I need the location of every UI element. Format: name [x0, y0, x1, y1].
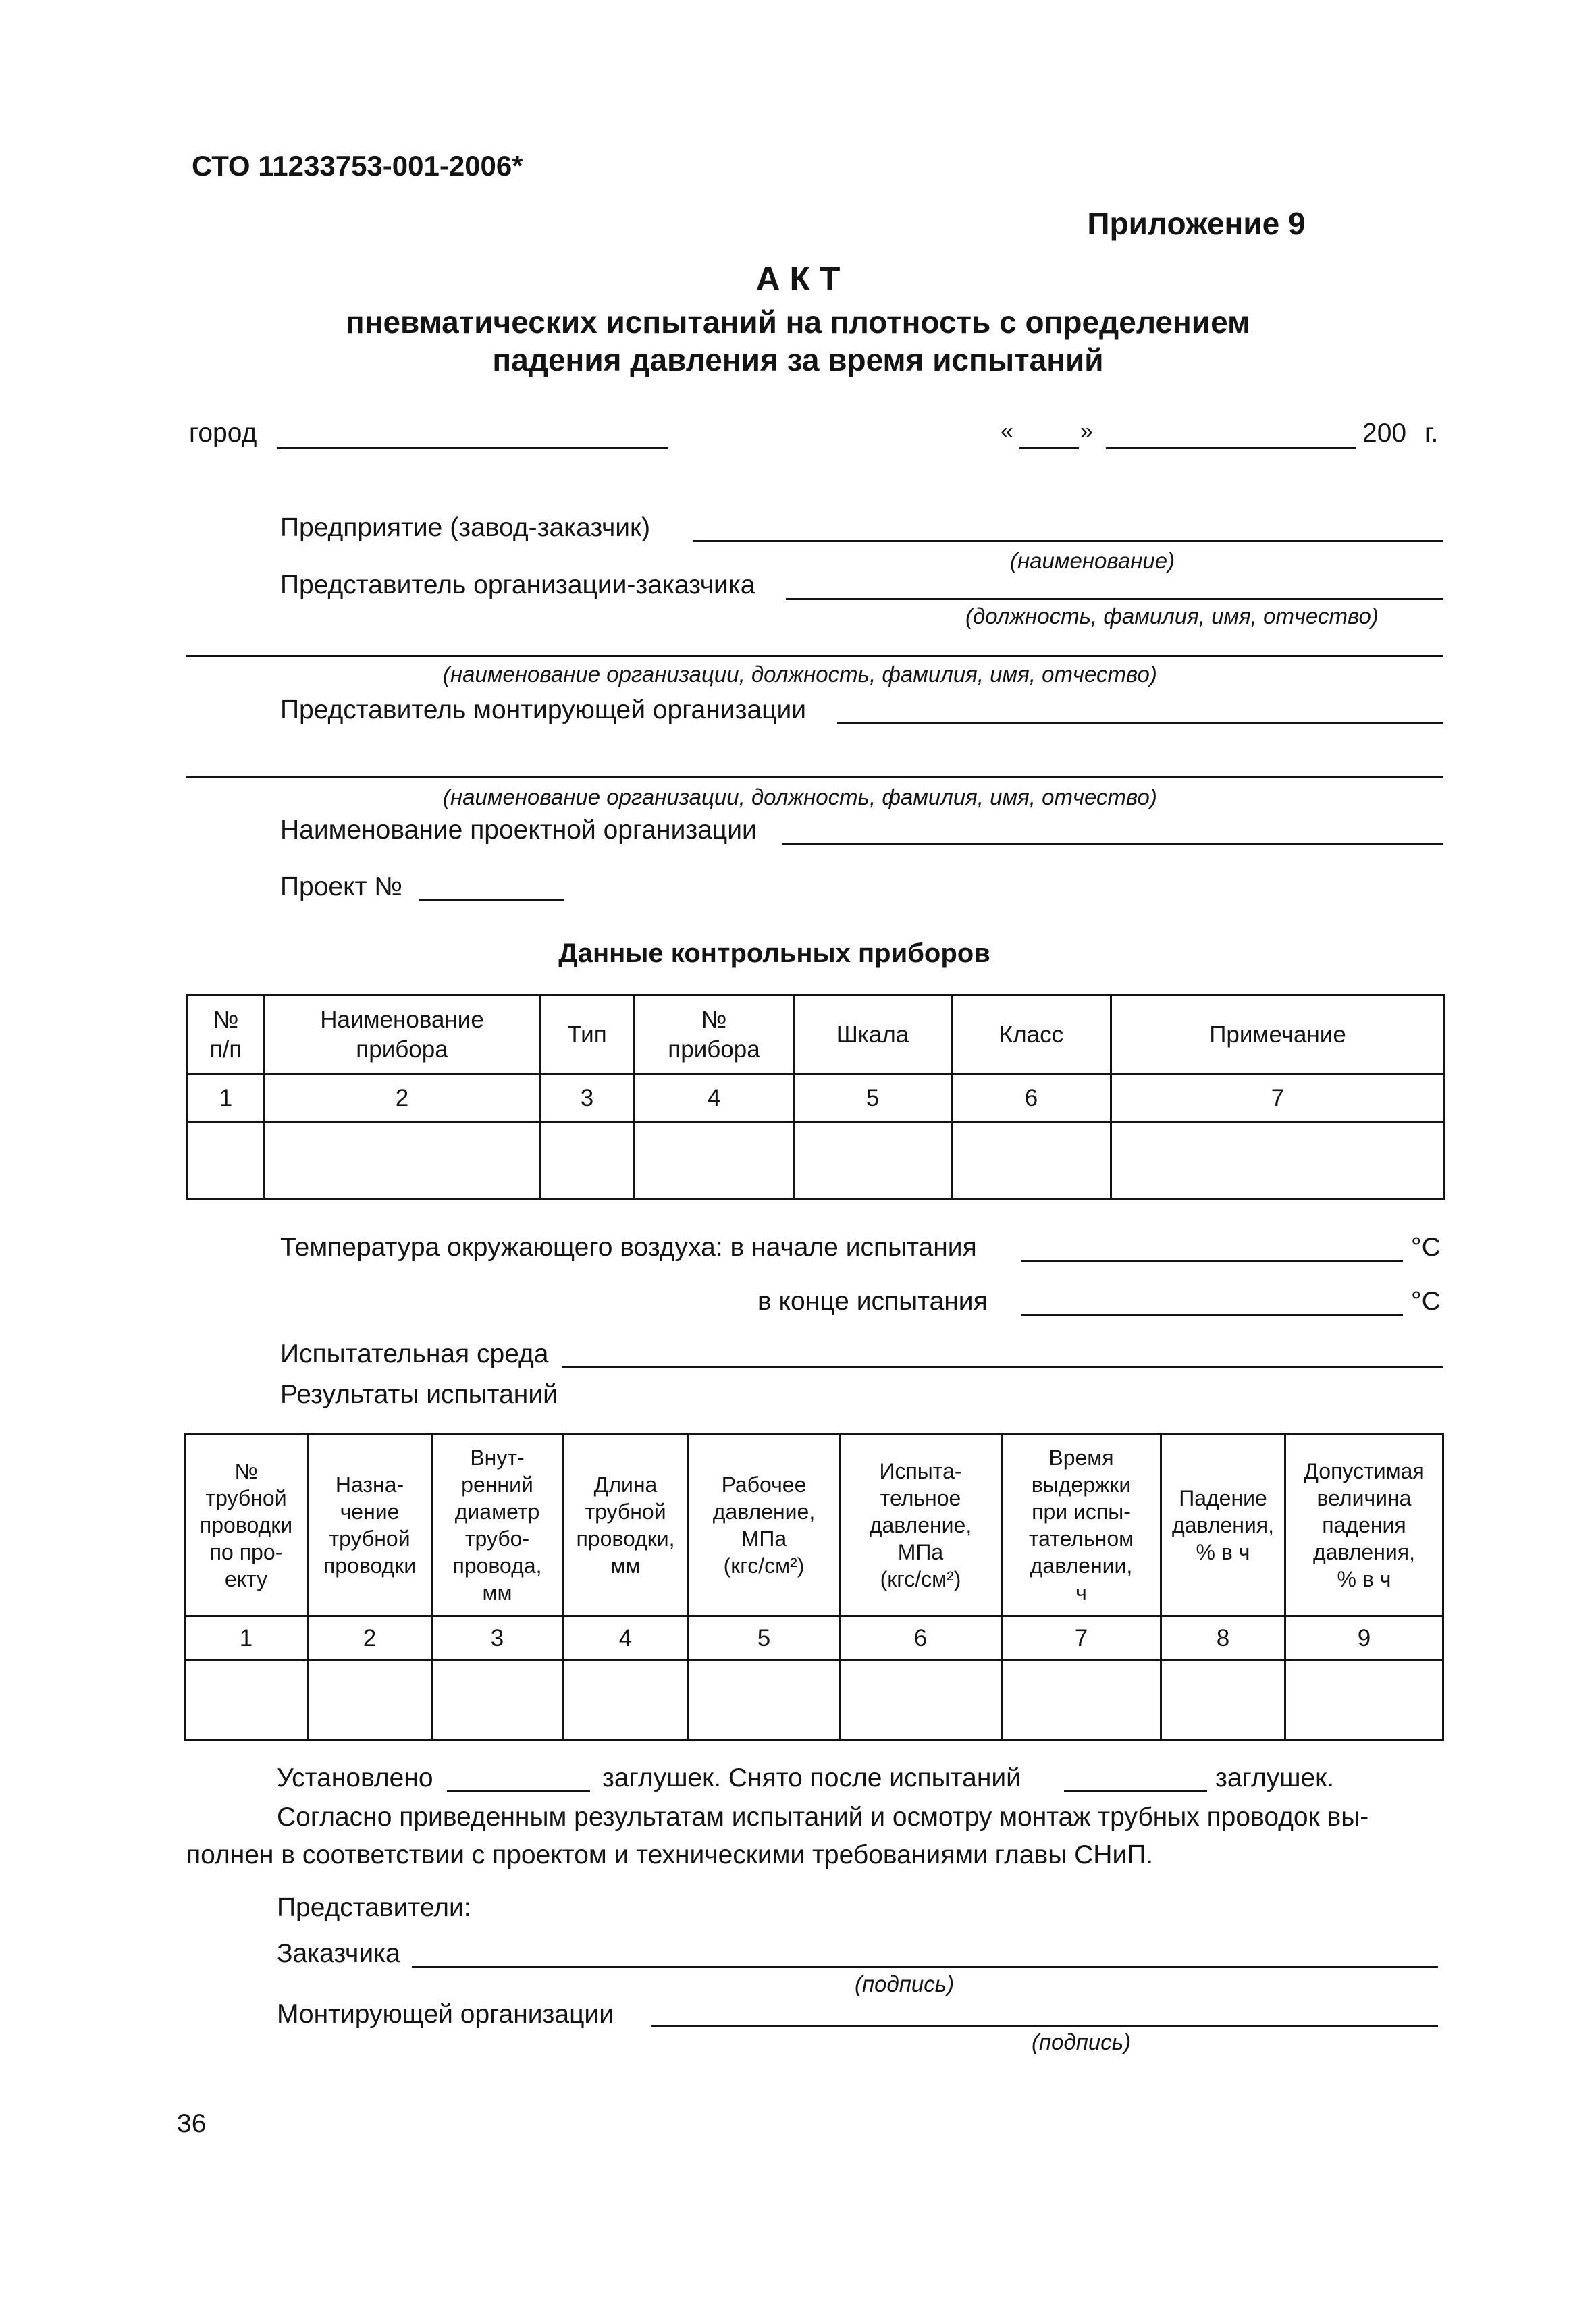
instruments-table: [186, 994, 1445, 1200]
customer-org-caption: (наименование организации, должность, фамилия, имя, отчество): [443, 662, 1157, 687]
col-number: 7: [1002, 1616, 1161, 1661]
customer-rep-label: Представитель организации-заказчика: [280, 570, 755, 600]
col-header-length: Длина трубной проводки, мм: [563, 1434, 689, 1616]
representatives-label: Представители:: [277, 1893, 471, 1922]
col-number: 6: [840, 1616, 1002, 1661]
design-org-label: Наименование проектной организации: [280, 816, 757, 845]
enterprise-field[interactable]: [693, 540, 1443, 542]
col-header-line-no: № трубной проводки по про- екту: [185, 1434, 308, 1616]
customer-rep-field[interactable]: [786, 598, 1443, 600]
act-title: А К Т: [755, 260, 841, 298]
installer-rep-label: Представитель монтирующей организации: [280, 695, 807, 724]
instruments-heading: Данные контрольных приборов: [558, 938, 990, 968]
appendix-title: Приложение 9: [1087, 206, 1306, 241]
plugs-removed-label: заглушек. Снято после испытаний: [602, 1763, 1021, 1792]
table-cell[interactable]: [1161, 1661, 1285, 1740]
col-header-note: Примечание: [1111, 995, 1445, 1075]
sign-installer-field[interactable]: [651, 2025, 1438, 2027]
plugs-end-label: заглушек.: [1215, 1763, 1335, 1792]
col-number: 6: [952, 1075, 1111, 1122]
col-header-class: Класс: [952, 995, 1111, 1075]
date-quote-close: »: [1080, 419, 1093, 444]
table-cell[interactable]: [1285, 1661, 1443, 1740]
col-header-scale: Шкала: [794, 995, 952, 1075]
page-number: 36: [177, 2109, 207, 2138]
project-label: Проект №: [280, 872, 403, 901]
conclusion-line-2: полнен в соответствии с проектом и техническими требованиями главы СНиП.: [186, 1840, 1154, 1869]
results-label: Результаты испытаний: [280, 1380, 558, 1409]
conclusion-line-1: Согласно приведенным результатам испытаний и осмотру монтаж трубных проводок вы-: [277, 1803, 1369, 1832]
col-header-pressure-drop: Падение давления, % в ч: [1161, 1434, 1285, 1616]
table-cell[interactable]: [840, 1661, 1002, 1740]
table-cell[interactable]: [185, 1661, 308, 1740]
temp-end-unit: °С: [1411, 1287, 1441, 1316]
medium-label: Испытательная среда: [280, 1339, 549, 1368]
signature-caption-installer: (подпись): [1032, 2029, 1132, 2054]
col-header-test-pressure: Испыта- тельное давление, МПа (кгс/см²): [840, 1434, 1002, 1616]
table-cell[interactable]: [540, 1122, 635, 1199]
table-cell[interactable]: [265, 1122, 540, 1199]
table-cell[interactable]: [563, 1661, 689, 1740]
table-cell[interactable]: [1002, 1661, 1161, 1740]
installer-rep-field[interactable]: [837, 722, 1443, 724]
installer-org-caption: (наименование организации, должность, фамилия, имя, отчество): [443, 785, 1157, 809]
date-month-field[interactable]: [1106, 447, 1356, 449]
col-header-type: Тип: [540, 995, 635, 1075]
act-subtitle-line-2: падения давления за время испытаний: [492, 342, 1104, 377]
temp-start-field[interactable]: [1021, 1260, 1403, 1262]
instruments-number-row: [188, 1075, 1445, 1122]
date-quote-open: «: [1001, 419, 1013, 444]
instruments-header-row: [188, 995, 1445, 1075]
col-number: 1: [188, 1075, 265, 1122]
year-label: 200: [1362, 419, 1407, 448]
col-header-allowed-drop: Допустимая величина падения давления, % в ч: [1285, 1434, 1443, 1616]
date-day-field[interactable]: [1019, 447, 1079, 449]
col-number: 5: [794, 1075, 952, 1122]
col-header-hold-time: Время выдержки при испы- тательном давлении, ч: [1002, 1434, 1161, 1616]
col-number: 9: [1285, 1616, 1443, 1661]
temp-end-field[interactable]: [1021, 1314, 1403, 1316]
table-cell[interactable]: [308, 1661, 432, 1740]
installer-org-field[interactable]: [186, 776, 1443, 778]
col-number: 7: [1111, 1075, 1445, 1122]
col-number: 5: [689, 1616, 840, 1661]
customer-rep-caption: (должность, фамилия, имя, отчество): [965, 604, 1379, 629]
col-number: 3: [432, 1616, 563, 1661]
act-subtitle-line-1: пневматических испытаний на плотность с определением: [345, 304, 1251, 340]
table-cell[interactable]: [635, 1122, 794, 1199]
medium-field[interactable]: [562, 1366, 1443, 1368]
table-cell[interactable]: [432, 1661, 563, 1740]
city-field[interactable]: [277, 447, 668, 449]
sign-installer-label: Монтирующей организации: [277, 2000, 614, 2029]
sign-customer-label: Заказчика: [277, 1939, 400, 1968]
instruments-data-row: [188, 1122, 1445, 1199]
results-table: [184, 1433, 1444, 1741]
year-suffix: г.: [1425, 419, 1439, 448]
customer-org-field[interactable]: [186, 655, 1443, 657]
col-header-purpose: Назна- чение трубной проводки: [308, 1434, 432, 1616]
col-number: 4: [635, 1075, 794, 1122]
table-cell[interactable]: [794, 1122, 952, 1199]
results-header-row: [185, 1434, 1443, 1616]
project-number-field[interactable]: [419, 899, 564, 901]
col-number: 2: [265, 1075, 540, 1122]
plugs-installed-field[interactable]: [447, 1790, 590, 1792]
col-number: 8: [1161, 1616, 1285, 1661]
temp-start-label: Температура окружающего воздуха: в начале испытания: [280, 1233, 977, 1262]
table-cell[interactable]: [689, 1661, 840, 1740]
table-cell[interactable]: [952, 1122, 1111, 1199]
table-cell[interactable]: [1111, 1122, 1445, 1199]
results-number-row: [185, 1616, 1443, 1661]
temp-end-label: в конце испытания: [757, 1287, 988, 1316]
col-header-no: № п/п: [188, 995, 265, 1075]
table-cell[interactable]: [188, 1122, 265, 1199]
document-code: СТО 11233753-001-2006*: [192, 150, 523, 182]
col-number: 3: [540, 1075, 635, 1122]
col-number: 2: [308, 1616, 432, 1661]
col-number: 1: [185, 1616, 308, 1661]
signature-caption-customer: (подпись): [855, 1971, 955, 1996]
design-org-field[interactable]: [782, 843, 1443, 845]
col-header-instrument-name: Наименование прибора: [265, 995, 540, 1075]
col-header-instrument-no: № прибора: [635, 995, 794, 1075]
col-header-inner-diameter: Внут- ренний диаметр трубо- провода, мм: [432, 1434, 563, 1616]
plugs-removed-field[interactable]: [1064, 1790, 1207, 1792]
enterprise-caption: (наименование): [1010, 548, 1175, 573]
results-data-row: [185, 1661, 1443, 1740]
temp-start-unit: °С: [1411, 1233, 1441, 1262]
col-header-working-pressure: Рабочее давление, МПа (кгс/см²): [689, 1434, 840, 1616]
sign-customer-field[interactable]: [412, 1966, 1438, 1968]
plugs-installed-label: Установлено: [277, 1763, 433, 1792]
enterprise-label: Предприятие (завод-заказчик): [280, 513, 651, 542]
col-number: 4: [563, 1616, 689, 1661]
city-label: город: [189, 419, 257, 448]
